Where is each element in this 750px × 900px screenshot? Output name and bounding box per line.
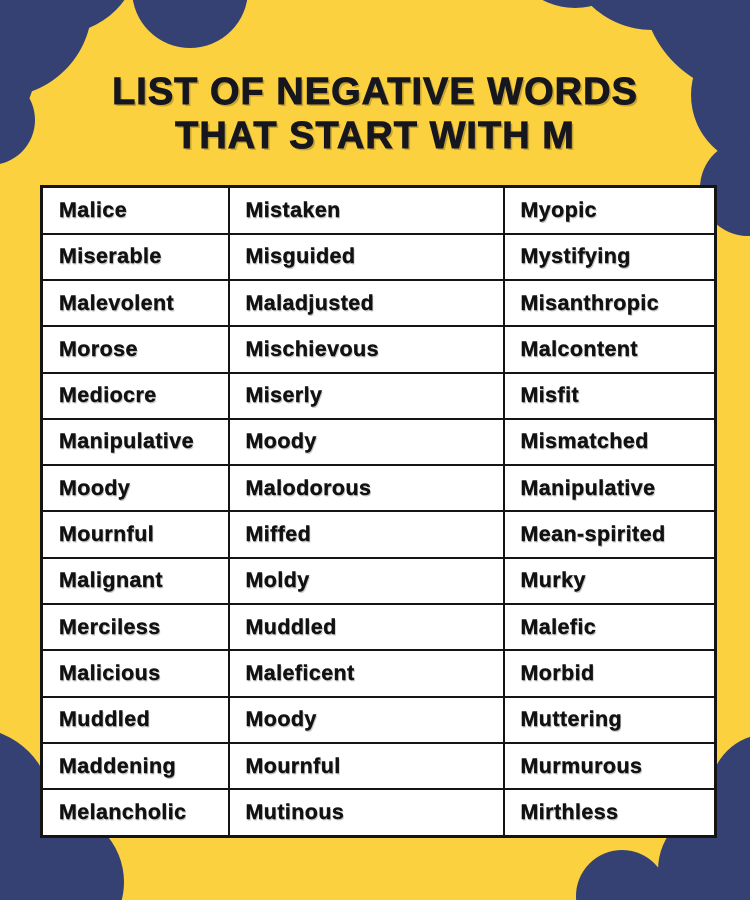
word-cell: Maladjusted xyxy=(229,280,504,326)
word-cell: Mutinous xyxy=(229,789,504,836)
table-row xyxy=(42,697,716,743)
table-row xyxy=(42,373,716,419)
word-cell: Malignant xyxy=(42,558,229,604)
word-cell: Moldy xyxy=(229,558,504,604)
word-cell: Melancholic xyxy=(42,789,229,836)
words-table xyxy=(40,185,717,838)
table-row xyxy=(42,465,716,511)
word-cell: Mean-spirited xyxy=(504,511,716,557)
word-cell: Mistaken xyxy=(229,187,504,234)
word-cell: Miffed xyxy=(229,511,504,557)
word-cell: Mismatched xyxy=(504,419,716,465)
word-cell: Murky xyxy=(504,558,716,604)
word-cell: Mischievous xyxy=(229,326,504,372)
word-cell: Mystifying xyxy=(504,234,716,280)
word-cell: Mournful xyxy=(42,511,229,557)
table-row xyxy=(42,604,716,650)
word-cell: Manipulative xyxy=(504,465,716,511)
table-row xyxy=(42,280,716,326)
table-row xyxy=(42,187,716,234)
title-line-2: THAT START WITH M xyxy=(175,115,575,157)
word-cell: Miserly xyxy=(229,373,504,419)
word-cell: Merciless xyxy=(42,604,229,650)
table-row xyxy=(42,326,716,372)
word-cell: Miserable xyxy=(42,234,229,280)
word-cell: Muttering xyxy=(504,697,716,743)
word-cell: Maddening xyxy=(42,743,229,789)
word-cell: Mournful xyxy=(229,743,504,789)
word-cell: Moody xyxy=(229,419,504,465)
word-cell: Malice xyxy=(42,187,229,234)
word-cell: Muddled xyxy=(229,604,504,650)
word-cell: Myopic xyxy=(504,187,716,234)
word-cell: Misanthropic xyxy=(504,280,716,326)
word-cell: Malicious xyxy=(42,650,229,696)
word-cell: Morbid xyxy=(504,650,716,696)
word-cell: Malefic xyxy=(504,604,716,650)
table-row xyxy=(42,419,716,465)
word-cell: Muddled xyxy=(42,697,229,743)
table-row xyxy=(42,743,716,789)
word-cell: Murmurous xyxy=(504,743,716,789)
word-cell: Morose xyxy=(42,326,229,372)
word-cell: Moody xyxy=(229,697,504,743)
word-cell: Malcontent xyxy=(504,326,716,372)
table-row xyxy=(42,650,716,696)
word-cell: Manipulative xyxy=(42,419,229,465)
table-row xyxy=(42,789,716,836)
word-cell: Maleficent xyxy=(229,650,504,696)
word-cell: Moody xyxy=(42,465,229,511)
word-cell: Malevolent xyxy=(42,280,229,326)
word-cell: Misguided xyxy=(229,234,504,280)
word-cell: Mediocre xyxy=(42,373,229,419)
table-row xyxy=(42,511,716,557)
table-row xyxy=(42,234,716,280)
word-cell: Malodorous xyxy=(229,465,504,511)
words-table-body xyxy=(42,187,716,837)
word-cell: Misfit xyxy=(504,373,716,419)
table-row xyxy=(42,558,716,604)
title-line-1: LIST OF NEGATIVE WORDS xyxy=(112,71,638,113)
word-cell: Mirthless xyxy=(504,789,716,836)
page-title xyxy=(0,70,750,158)
